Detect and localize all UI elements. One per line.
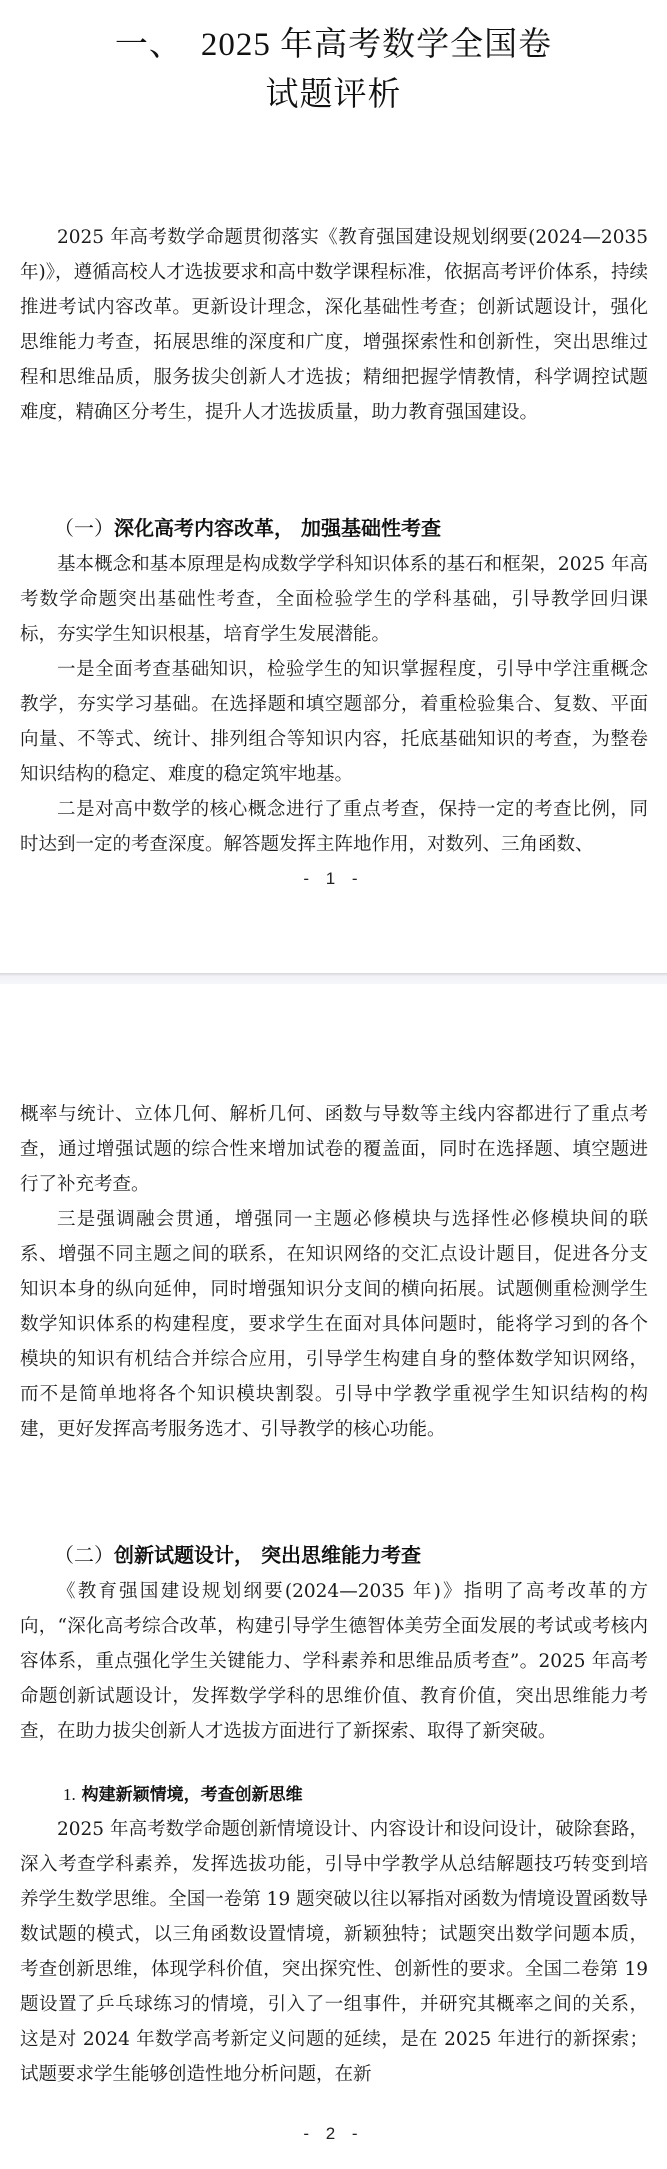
- page-break: [0, 973, 667, 984]
- document-page-1: [0, 0, 667, 973]
- page-number-1: - 1 -: [303, 869, 364, 888]
- document-title-line-2: 试题评析: [265, 74, 402, 113]
- subsection-1-number: 1.: [63, 1785, 76, 1804]
- section-2-title: 创新试题设计， 突出思维能力考查: [114, 1543, 421, 1567]
- section-1-paragraph-3-continued: 概率与统计、立体几何、解析几何、函数与导数等主线内容都进行了重点考查，通过增强试题的综合性来增加试卷的覆盖面，同时在选择题、填空题进行了补充考查。: [20, 1104, 648, 1195]
- subsection-1-heading: [63, 1780, 303, 1810]
- title-main: 2025 年高考数学全国卷: [200, 27, 553, 63]
- document-title-line-1: [0, 24, 667, 65]
- section-1-title: 深化高考内容改革， 加强基础性考查: [114, 516, 441, 540]
- title-prefix: 一、: [114, 24, 183, 63]
- intro-paragraph: 2025 年高考数学命题贯彻落实《教育强国建设规划纲要(2024—2035 年)》，遵循高校人才选拔要求和高中数学课程标准，依据高考评价体系，持续推进考试内容改革。更新设计理念，深化基础性考查；创新试题设计，强化思维能力考查，拓展思维的深度和广度，增强探索性和创新性，突出思维过程和思维品质，服务拔尖创新人才选拔；精细把握学情教情，科学调控试题难度，精确区分考生，提升人才选拔质量，助力教育强国建设。: [20, 227, 648, 423]
- section-1-paragraph-3-start: 二是对高中数学的核心概念进行了重点考查，保持一定的考查比例，同时达到一定的考查深度。解答题发挥主阵地作用，对数列、三角函数、: [20, 799, 648, 855]
- section-1-paragraph-2: 一是全面考查基础知识，检验学生的知识掌握程度，引导中学注重概念教学，夯实学习基础。在选择题和填空题部分，着重检验集合、复数、平面向量、不等式、统计、排列组合等知识内容，托底基础知识的考查，为整卷知识结构的稳定、难度的稳定筑牢地基。: [20, 659, 648, 785]
- subsection-1-paragraph: 2025 年高考数学命题创新情境设计、内容设计和设问设计，破除套路，深入考查学科素养，发挥选拔功能，引导中学教学从总结解题技巧转变到培养学生数学思维。全国一卷第 19 题突破以往以幂指对函数为情境设置函数导数试题的模式，以三角函数设置情境，新颖独特；试题突出数学问题本质，考查创新思维，体现学科价值，突出探究性、创新性的要求。全国二卷第 19 题设置了乒乓球练习的情境，引入了一组事件，并研究其概率之间的关系，这是对 2024 年数学高考新定义问题的延续，是在 2025 年进行的新探索；试题要求学生能够创造性地分析问题，在新: [20, 1819, 648, 2085]
- subsection-1-title: 构建新颖情境，考查创新思维: [81, 1785, 303, 1805]
- section-1-paragraph-4: 三是强调融会贯通，增强同一主题必修模块与选择性必修模块间的联系、增强不同主题之间的联系，在知识网络的交汇点设计题目，促进各分支知识本身的纵向延伸，同时增强知识分支间的横向拓展。试题侧重检测学生数学知识体系的构建程度，要求学生在面对具体问题时，能将学习到的各个模块的知识有机结合并综合应用，引导学生构建自身的整体数学知识网络，而不是简单地将各个知识模块割裂。引导中学教学重视学生知识结构的构建，更好发挥高考服务选才、引导教学的核心功能。: [20, 1209, 648, 1440]
- section-1-paragraph-1: 基本概念和基本原理是构成数学学科知识体系的基石和框架，2025 年高考数学命题突出基础性考查，全面检验学生的学科基础，引导教学回归课标，夯实学生知识根基，培育学生发展潜能。: [20, 554, 648, 645]
- section-2-heading: [54, 1539, 421, 1571]
- section-1-number: （一）: [54, 516, 114, 540]
- page-number-2: - 2 -: [303, 2124, 364, 2143]
- document-page-2: [0, 984, 667, 2169]
- section-2-number: （二）: [54, 1543, 114, 1567]
- section-2-paragraph-1: 《教育强国建设规划纲要(2024—2035 年)》指明了高考改革的方向，“深化高考综合改革，构建引导学生德智体美劳全面发展的考试或考核内容体系，重点强化学生关键能力、学科素养和思维品质考查”。2025 年高考命题创新试题设计，发挥数学学科的思维价值、教育价值，突出思维能力考查，在助力拔尖创新人才选拔方面进行了新探索、取得了新突破。: [20, 1581, 648, 1742]
- section-1-heading: [54, 512, 441, 544]
